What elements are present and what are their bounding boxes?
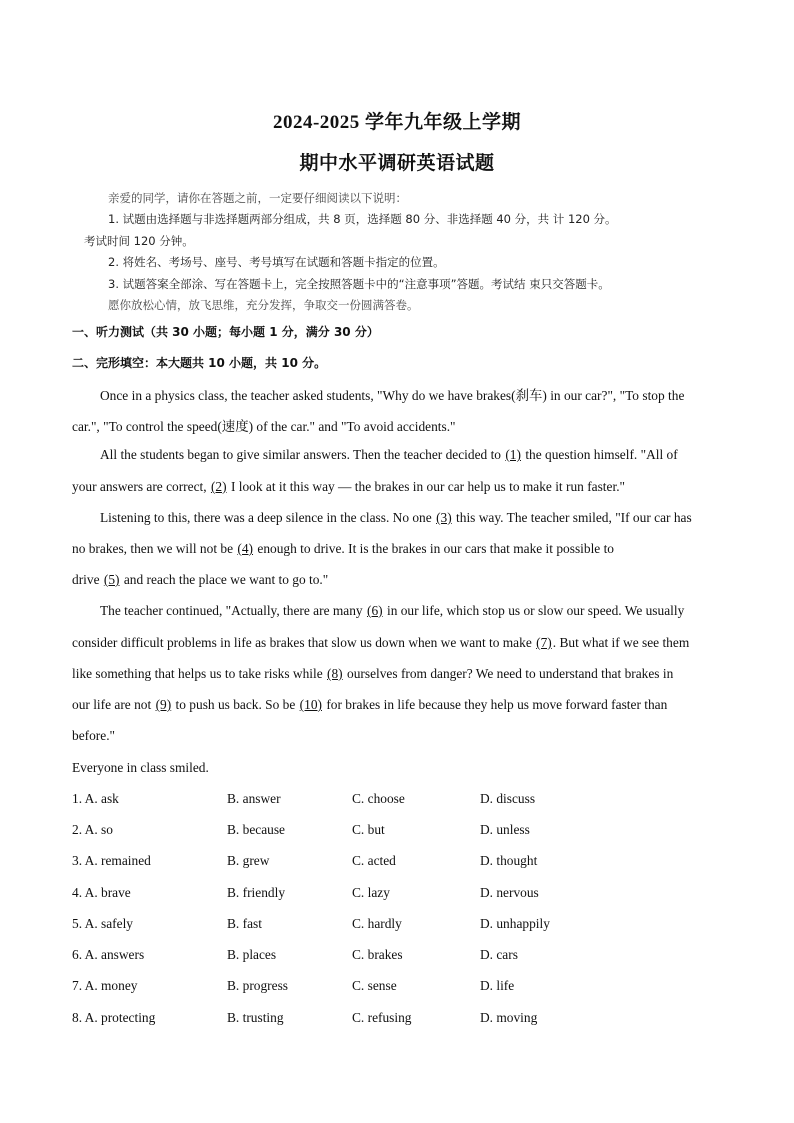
option-c: C. choose	[352, 791, 405, 806]
passage-text: I look at it this way — the brakes in our car help us to make it run faster."	[230, 479, 626, 494]
blank-1: (1)	[505, 447, 521, 462]
blank-5: (5)	[103, 572, 120, 587]
blank-3: (3)	[436, 510, 452, 525]
passage-line	[72, 541, 614, 557]
blank-9: (9)	[155, 697, 172, 712]
option-d: D. moving	[480, 1010, 538, 1025]
passage-line: car.", "To control the speed(速度) of the car." and "To avoid accidents."	[72, 419, 456, 434]
passage-text: the question himself. "All of	[525, 447, 678, 462]
passage-text: no brakes, then we will not be	[72, 541, 234, 556]
blank-10: (10)	[299, 697, 322, 712]
option-d: D. discuss	[480, 791, 536, 806]
option-d: D. unhappily	[480, 916, 550, 931]
option-d: D. cars	[480, 947, 518, 962]
option-b: B. grew	[227, 853, 270, 868]
passage-line	[72, 635, 689, 651]
option-a: 3. A. remained	[72, 853, 151, 868]
passage-text: this way. The teacher smiled, "If our car has	[456, 510, 692, 525]
option-a: 1. A. ask	[72, 791, 119, 806]
passage-text: consider difficult problems in life as brakes that slow us down when we want to make	[72, 635, 532, 650]
exam-title-name: 期中水平调研英语试题	[299, 153, 495, 174]
passage-line	[72, 666, 673, 682]
option-b: B. places	[227, 947, 277, 962]
option-a: 5. A. safely	[72, 916, 133, 931]
passage-text: in our life, which stop us or slow our speed. We usually	[386, 603, 685, 618]
blank-4: (4)	[237, 541, 254, 556]
instruction-item-2: 2. 将姓名、考场号、座号、考号填写在试题和答题卡指定的位置。	[108, 255, 445, 269]
option-b: B. answer	[227, 791, 281, 806]
passage-text: and reach the place we want to go to."	[123, 572, 329, 587]
instruction-item-3: 3. 试题答案全部涂、写在答题卡上，完全按照答题卡中的“注意事项”答题。考试结 束只交答题卡。	[108, 277, 610, 291]
passage-line: Once in a physics class, the teacher asked students, "Why do we have brakes(刹车) in our car?", "To stop the	[100, 388, 685, 403]
option-d: D. unless	[480, 822, 530, 837]
option-b: B. progress	[227, 978, 288, 993]
passage-line	[100, 603, 684, 619]
option-d: D. life	[480, 978, 515, 993]
option-d: D. thought	[480, 853, 538, 868]
passage-line	[100, 510, 692, 526]
option-c: C. refusing	[352, 1010, 412, 1025]
instruction-item-1-cont: 考试时间 120 分钟。	[84, 234, 194, 248]
passage-text: like something that helps us to take risks while	[72, 666, 323, 681]
option-a: 7. A. money	[72, 978, 138, 993]
passage-text: to push us back. So be	[175, 697, 296, 712]
option-b: B. trusting	[227, 1010, 284, 1025]
passage-text: All the students began to give similar answers. Then the teacher decided to	[100, 447, 501, 462]
blank-2: (2)	[210, 479, 227, 494]
blank-8: (8)	[327, 666, 343, 681]
instruction-greeting: 亲爱的同学，请你在答题之前，一定要仔细阅读以下说明：	[108, 191, 407, 205]
passage-line	[72, 572, 328, 588]
section-listening-heading: 一、听力测试（共 30 小题；每小题 1 分，满分 30 分）	[72, 325, 379, 339]
exam-title-year: 2024-2025 学年九年级上学期	[272, 112, 522, 133]
option-b: B. because	[227, 822, 286, 837]
passage-text: your answers are correct,	[72, 479, 207, 494]
passage-text: drive	[72, 572, 100, 587]
option-c: C. lazy	[352, 885, 390, 900]
option-b: B. fast	[227, 916, 262, 931]
blank-6: (6)	[366, 603, 383, 618]
passage-text: . But what if we see them	[552, 635, 690, 650]
passage-line	[100, 447, 678, 463]
option-c: C. brakes	[352, 947, 403, 962]
option-c: C. acted	[352, 853, 396, 868]
option-c: C. but	[352, 822, 385, 837]
section-cloze-heading: 二、完形填空：本大题共 10 小题，共 10 分。	[72, 356, 327, 370]
option-a: 6. A. answers	[72, 947, 145, 962]
option-c: C. hardly	[352, 916, 402, 931]
passage-text: Listening to this, there was a deep silence in the class. No one	[100, 510, 432, 525]
option-b: B. friendly	[227, 885, 286, 900]
blank-7: (7)	[536, 635, 552, 650]
passage-line	[72, 479, 625, 495]
passage-line	[72, 697, 667, 713]
passage-text: ourselves from danger? We need to understand that brakes in	[347, 666, 674, 681]
option-c: C. sense	[352, 978, 397, 993]
passage-text: The teacher continued, "Actually, there are many	[100, 603, 363, 618]
instruction-wish: 愿你放松心情，放飞思维，充分发挥，争取交一份圆满答卷。	[108, 298, 419, 312]
passage-text: enough to drive. It is the brakes in our cars that make it possible to	[257, 541, 615, 556]
option-d: D. nervous	[480, 885, 539, 900]
passage-line: before."	[72, 728, 116, 743]
option-a: 2. A. so	[72, 822, 113, 837]
option-a: 4. A. brave	[72, 885, 131, 900]
passage-line: Everyone in class smiled.	[72, 760, 209, 775]
option-a: 8. A. protecting	[72, 1010, 156, 1025]
passage-text: our life are not	[72, 697, 152, 712]
passage-text: for brakes in life because they help us move forward faster than	[326, 697, 668, 712]
instruction-item-1: 1. 试题由选择题与非选择题两部分组成，共 8 页，选择题 80 分、非选择题 40 分，共 计 120 分。	[108, 212, 617, 226]
